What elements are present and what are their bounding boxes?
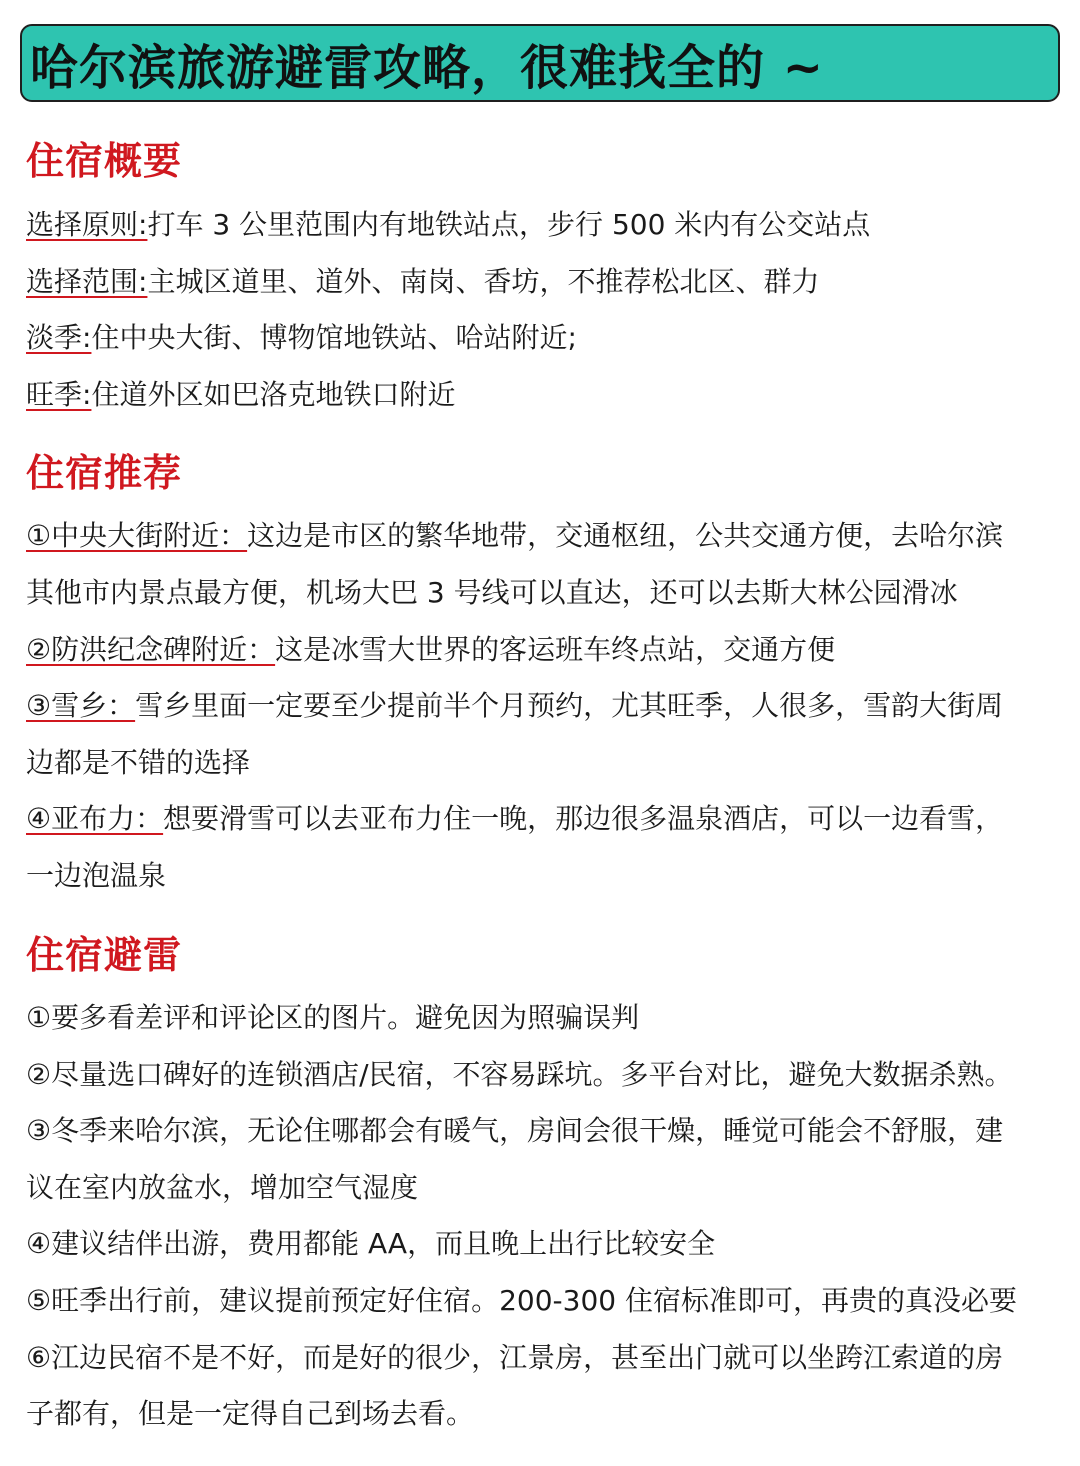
overview-item-scope: [26, 262, 819, 302]
avoid-item-2: ②尽量选口碑好的连锁酒店/民宿，不容易踩坑。多平台对比，避免大数据杀熟。: [26, 1058, 1013, 1091]
recommend-item-3-cont: 边都是不错的选择: [26, 746, 251, 779]
avoid-item-5: ⑤旺季出行前，建议提前预定好住宿。200-300 住宿标准即可，再贵的真没必要: [26, 1284, 1017, 1317]
overview-item-off-season: [26, 318, 577, 358]
item-text: 这边是市区的繁华地带，交通枢纽，公共交通方便，去哈尔滨: [247, 519, 1004, 552]
item-text: 想要滑雪可以去亚布力住一晚，那边很多温泉酒店，可以一边看雪，: [163, 802, 1004, 835]
avoid-item-3-cont: 议在室内放盆水，增加空气湿度: [26, 1171, 419, 1204]
item-label: 选择原则:: [26, 208, 148, 241]
item-text: 主城区道里、道外、南岗、香坊，不推荐松北区、群力: [147, 265, 820, 298]
overview-item-peak-season: [26, 375, 455, 415]
page-title: 哈尔滨旅游避雷攻略，很难找全的 ~: [30, 39, 824, 96]
recommend-item-4-cont: 一边泡温泉: [26, 859, 167, 892]
item-text: 住道外区如巴洛克地铁口附近: [91, 378, 456, 411]
recommend-item-3: [26, 686, 1003, 726]
item-label: ②防洪纪念碑附近：: [26, 633, 276, 666]
item-label: 旺季:: [26, 378, 92, 411]
title-banner: [20, 24, 1060, 102]
section-heading-avoid: 住宿避雷: [26, 933, 183, 977]
avoid-item-6-cont: 子都有，但是一定得自己到场去看。: [26, 1397, 475, 1430]
avoid-item-4: ④建议结伴出游，费用都能 AA，而且晚上出行比较安全: [26, 1227, 716, 1260]
avoid-item-6: ⑥江边民宿不是不好，而是好的很少，江景房，甚至出门就可以坐跨江索道的房: [26, 1341, 1004, 1374]
overview-item-principle: [26, 205, 870, 245]
item-label: ①中央大街附近：: [26, 519, 248, 552]
item-label: 选择范围:: [26, 265, 148, 298]
section-heading-recommend: 住宿推荐: [26, 451, 183, 495]
recommend-item-4: [26, 799, 1003, 839]
recommend-item-1: [26, 516, 1003, 556]
item-text: 打车 3 公里范围内有地铁站点，步行 500 米内有公交站点: [147, 208, 871, 241]
item-label: 淡季:: [26, 321, 92, 354]
item-text: 这是冰雪大世界的客运班车终点站，交通方便: [275, 633, 836, 666]
item-text: 住中央大街、博物馆地铁站、哈站附近;: [91, 321, 577, 354]
avoid-item-3: ③冬季来哈尔滨，无论住哪都会有暖气，房间会很干燥，睡觉可能会不舒服，建: [26, 1114, 1004, 1147]
avoid-item-1: ①要多看差评和评论区的图片。避免因为照骗误判: [26, 1001, 640, 1034]
section-heading-overview: 住宿概要: [26, 139, 183, 183]
item-label: ③雪乡：: [26, 689, 136, 722]
recommend-item-2: [26, 630, 835, 670]
recommend-item-1-cont: 其他市内景点最方便，机场大巴 3 号线可以直达，还可以去斯大林公园滑冰: [26, 576, 958, 609]
item-text: 雪乡里面一定要至少提前半个月预约，尤其旺季，人很多，雪韵大街周: [135, 689, 1004, 722]
item-label: ④亚布力：: [26, 802, 164, 835]
